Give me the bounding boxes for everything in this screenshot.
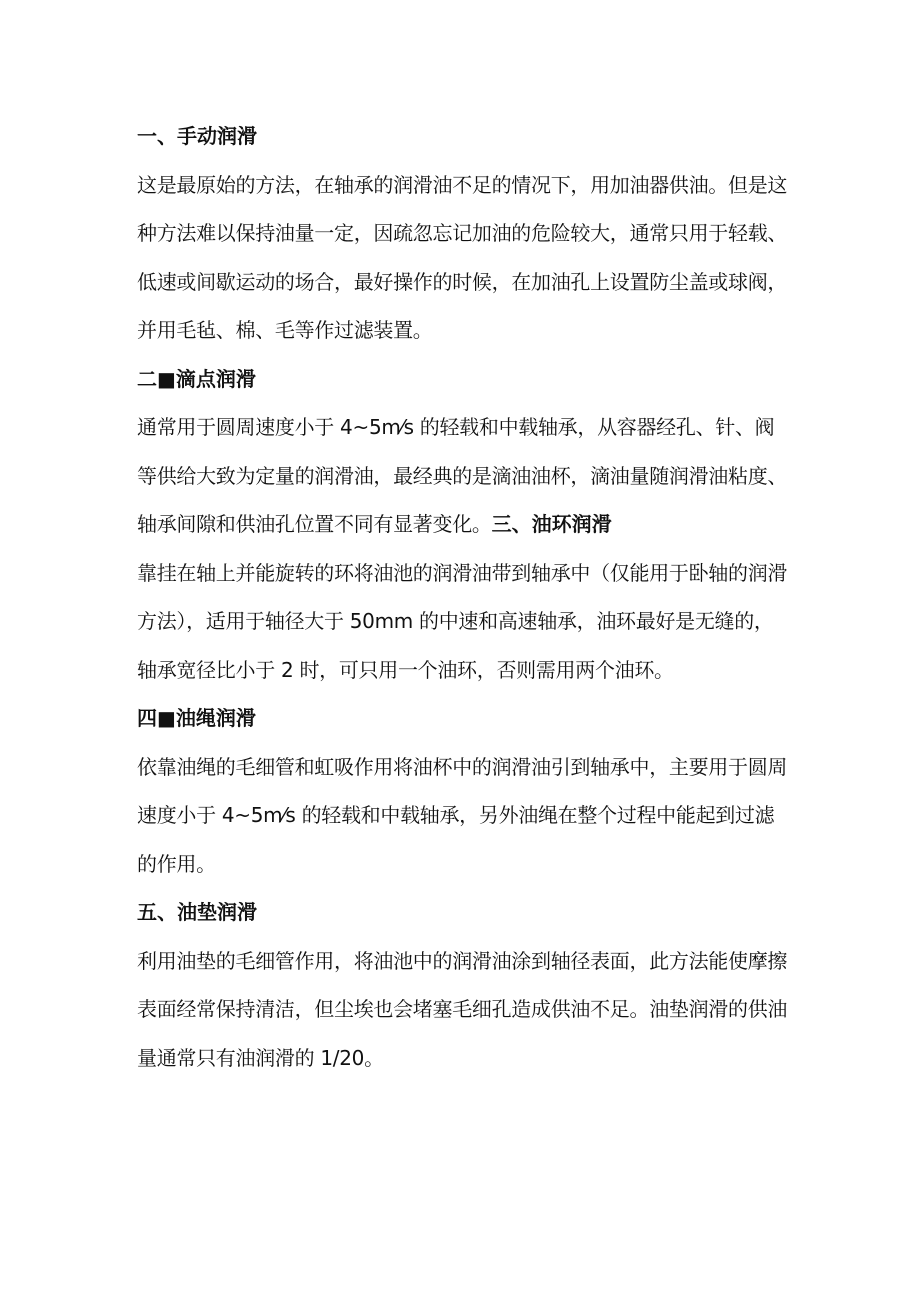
section-heading-wick: 四■油绳润滑 [137,706,256,730]
section-heading-drip: 二■滴点润滑 [137,366,256,391]
section-heading-manual: 一、手动润滑 [137,124,257,148]
section-body-manual: 这是最原始的方法，在轴承的润滑油不足的情况下，用加油器供油。但是这种方法难以保持油量一定，因疏忽忘记加油的危险较大，通常只用于轻载、低速或间歇运动的场合，最好操作的时候，在加油孔上设置防尘盖或球阀，并用毛毡、棉、毛等作过滤装置。 [137,172,788,342]
document-body [137,112,792,1082]
section-body-pad: 利用油垫的毛细管作用，将油池中的润滑油涂到轴径表面，此方法能使摩擦表面经常保持清洁，但尘埃也会堵塞毛细孔造成供油不足。油垫润滑的供油量通常只有油润滑的 1/20。 [137,948,788,1070]
section-body-wick: 依靠油绳的毛细管和虹吸作用将油杯中的润滑油引到轴承中，主要用于圆周速度小于 4~5m⁄s 的轻载和中载轴承，另外油绳在整个过程中能起到过滤的作用。 [137,754,788,876]
section-body-drip-with-inline-heading [137,403,792,549]
section-heading-pad: 五、油垫润滑 [137,900,257,924]
section-body-drip: 通常用于圆周速度小于 4~5m⁄s 的轻载和中载轴承，从容器经孔、针、阀等供给大致为定量的润滑油，最经典的是滴油油杯，滴油量随润滑油粘度、轴承间隙和供油孔位置不同有显著变化。 [137,415,788,536]
section-body-oil-ring: 靠挂在轴上并能旋转的环将油池的润滑油带到轴承中（仅能用于卧轴的润滑方法），适用于轴径大于 50mm 的中速和高速轴承，油环最好是无缝的，轴承宽径比小于 2 时，可只用一个油环，否则需用两个油环。 [137,560,788,682]
section-heading-oil-ring: 三、油环润滑 [491,512,612,536]
